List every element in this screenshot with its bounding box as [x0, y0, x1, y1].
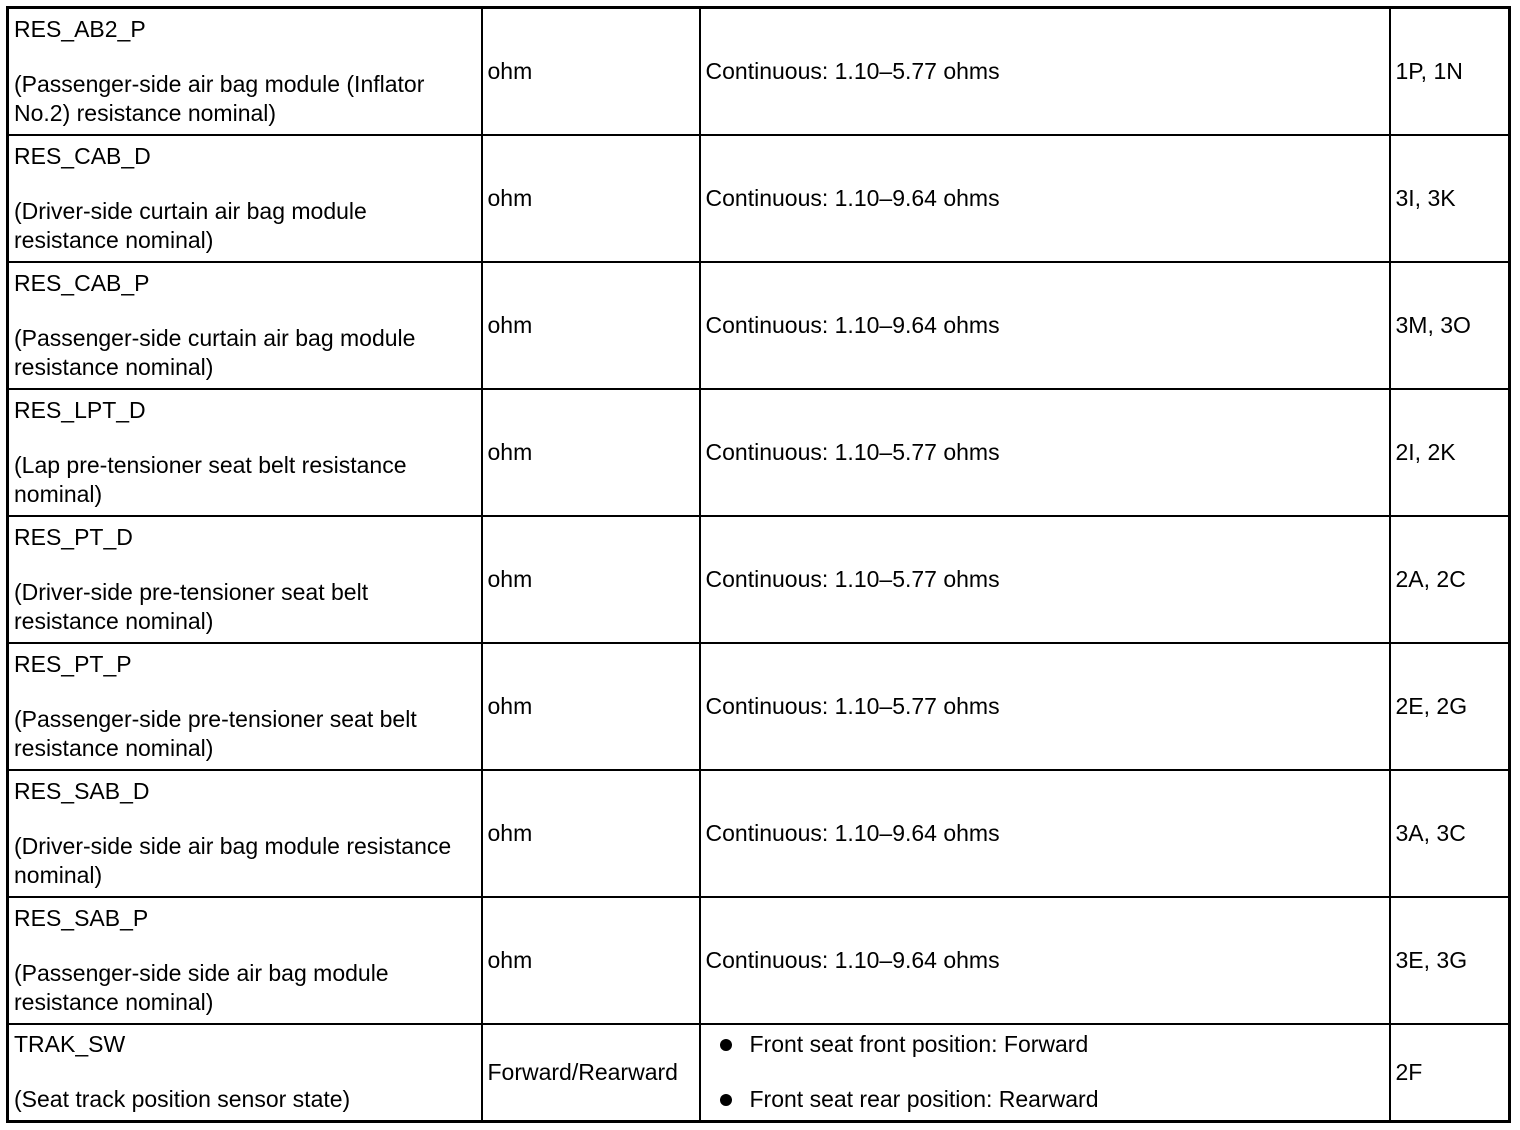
pid-name: RES_AB2_P: [14, 15, 146, 42]
pid-cell: [8, 135, 482, 262]
terminal-cell: 2E, 2G: [1390, 643, 1510, 770]
bullet-icon: [720, 1039, 732, 1051]
condition-list: [706, 1030, 1384, 1114]
condition-cell: Continuous: 1.10–5.77 ohms: [700, 8, 1390, 135]
pid-name: TRAK_SW: [14, 1031, 126, 1058]
terminal-cell: 3M, 3O: [1390, 262, 1510, 389]
pid-cell: [8, 897, 482, 1024]
unit-cell: Forward/Rearward: [482, 1024, 700, 1122]
condition-cell: Continuous: 1.10–9.64 ohms: [700, 262, 1390, 389]
unit-cell: ohm: [482, 643, 700, 770]
pid-cell: [8, 262, 482, 389]
pid-cell: [8, 643, 482, 770]
pid-name: RES_CAB_D: [14, 142, 151, 169]
terminal-cell: 2A, 2C: [1390, 516, 1510, 643]
table-row: [8, 770, 1510, 897]
pid-name: RES_PT_D: [14, 523, 133, 550]
terminal-cell: 2F: [1390, 1024, 1510, 1122]
terminal-cell: 3A, 3C: [1390, 770, 1510, 897]
table-row: [8, 389, 1510, 516]
condition-text: Front seat front position: Forward: [749, 1031, 1089, 1058]
table-row: [8, 897, 1510, 1024]
pid-cell: [8, 516, 482, 643]
condition-item: [750, 1085, 1384, 1114]
unit-cell: ohm: [482, 516, 700, 643]
table-row: [8, 262, 1510, 389]
pid-description: (Driver-side pre-tensioner seat belt resistance nominal): [14, 578, 369, 634]
pid-name: RES_CAB_P: [14, 269, 150, 296]
terminal-cell: 2I, 2K: [1390, 389, 1510, 516]
pid-cell: [8, 389, 482, 516]
table-row: [8, 643, 1510, 770]
terminal-cell: 3I, 3K: [1390, 135, 1510, 262]
pid-name: RES_SAB_D: [14, 777, 150, 804]
table-row: [8, 8, 1510, 135]
condition-item: [750, 1030, 1384, 1059]
table-row: [8, 135, 1510, 262]
unit-cell: ohm: [482, 262, 700, 389]
unit-cell: ohm: [482, 8, 700, 135]
pid-cell: [8, 770, 482, 897]
pid-monitor-table: [6, 6, 1511, 1123]
pid-description: (Driver-side side air bag module resistance nominal): [14, 832, 452, 888]
unit-cell: ohm: [482, 770, 700, 897]
condition-cell: Continuous: 1.10–5.77 ohms: [700, 643, 1390, 770]
pid-description: (Lap pre-tensioner seat belt resistance nominal): [14, 451, 407, 507]
pid-description: (Driver-side curtain air bag module resistance nominal): [14, 197, 367, 253]
pid-description: (Passenger-side pre-tensioner seat belt resistance nominal): [14, 705, 417, 761]
condition-cell: Continuous: 1.10–5.77 ohms: [700, 516, 1390, 643]
unit-cell: ohm: [482, 389, 700, 516]
pid-description: (Seat track position sensor state): [14, 1086, 351, 1113]
table-row: [8, 516, 1510, 643]
condition-cell: Continuous: 1.10–9.64 ohms: [700, 897, 1390, 1024]
condition-text: Front seat rear position: Rearward: [749, 1086, 1099, 1113]
terminal-cell: 3E, 3G: [1390, 897, 1510, 1024]
condition-cell: Continuous: 1.10–9.64 ohms: [700, 770, 1390, 897]
table-row: [8, 1024, 1510, 1122]
pid-description: (Passenger-side side air bag module resistance nominal): [14, 959, 389, 1015]
pid-name: RES_PT_P: [14, 650, 132, 677]
terminal-cell: 1P, 1N: [1390, 8, 1510, 135]
unit-cell: ohm: [482, 135, 700, 262]
bullet-icon: [720, 1094, 732, 1106]
condition-cell: Continuous: 1.10–9.64 ohms: [700, 135, 1390, 262]
condition-cell: [700, 1024, 1390, 1122]
pid-cell: [8, 1024, 482, 1122]
pid-cell: [8, 8, 482, 135]
unit-cell: ohm: [482, 897, 700, 1024]
pid-name: RES_SAB_P: [14, 904, 149, 931]
pid-name: RES_LPT_D: [14, 396, 146, 423]
pid-description: (Passenger-side curtain air bag module resistance nominal): [14, 324, 416, 380]
pid-description: (Passenger-side air bag module (Inflator No.2) resistance nominal): [14, 70, 425, 126]
condition-cell: Continuous: 1.10–5.77 ohms: [700, 389, 1390, 516]
